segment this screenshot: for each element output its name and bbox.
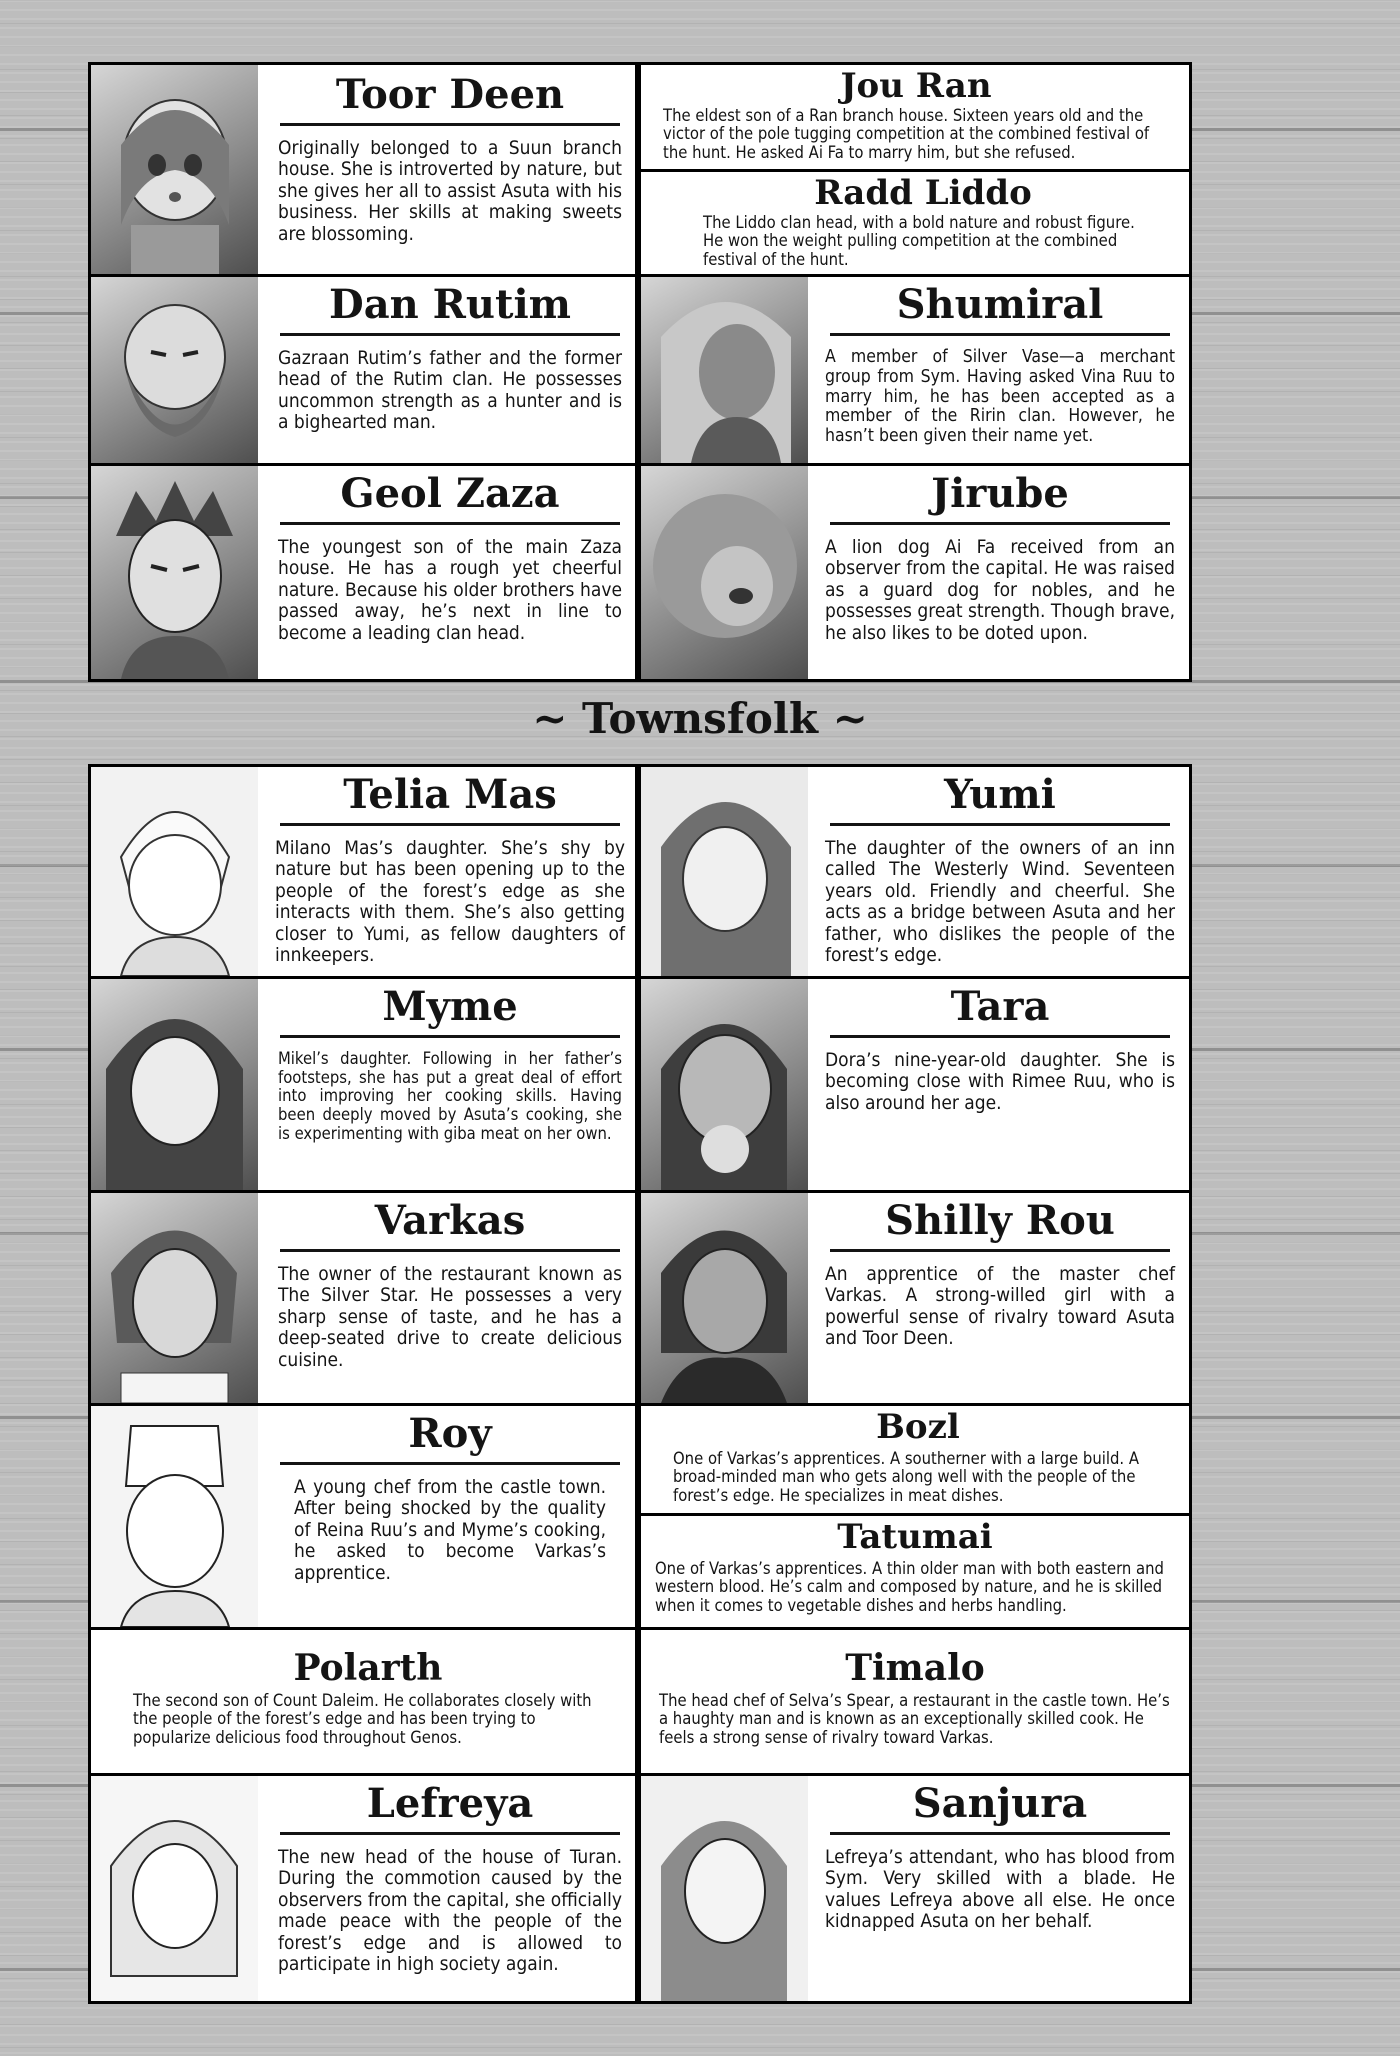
- card-radd-liddo: [641, 172, 1189, 274]
- text-lefreya: [278, 1780, 622, 1976]
- divider: [830, 823, 1170, 826]
- text-tara: [825, 983, 1175, 1114]
- card-tara: [641, 979, 1189, 1190]
- desc-roy: A young chef from the castle town. After being shocked by the quality of Reina Ruu’s and Myme’s cooking, he asked to become Varkas’s apprentice.: [294, 1476, 606, 1584]
- portrait-shumiral: [641, 277, 808, 463]
- telia-mas-illustration: [91, 767, 258, 976]
- sanjura-illustration: [641, 1776, 808, 2001]
- portrait-varkas: [91, 1193, 258, 1403]
- portrait-myme: [91, 979, 258, 1190]
- desc-polarth: The second son of Count Daleim. He collaborates closely with the people of the forest’s edge and has been trying to popularize delicious food throughout Genos.: [133, 1691, 592, 1747]
- portrait-shilly-rou: [641, 1193, 808, 1403]
- name-toor-deen: Toor Deen: [335, 71, 565, 118]
- name-roy: Roy: [408, 1410, 492, 1457]
- card-geol-zaza: [91, 466, 635, 679]
- jirube-illustration: [641, 466, 808, 679]
- card-varkas: [91, 1193, 635, 1403]
- card-jou-ran: [641, 65, 1189, 169]
- portrait-jirube: [641, 466, 808, 679]
- text-sanjura: [825, 1780, 1175, 1933]
- card-timalo: [641, 1630, 1189, 1773]
- divider: [280, 333, 620, 336]
- card-dan-rutim: [91, 277, 635, 463]
- name-lefreya: Lefreya: [366, 1780, 534, 1827]
- name-sanjura: Sanjura: [912, 1780, 1088, 1827]
- portrait-telia-mas: [91, 767, 258, 976]
- lefreya-illustration: [91, 1776, 258, 2001]
- name-polarth: Polarth: [293, 1647, 443, 1689]
- divider: [280, 1035, 620, 1038]
- card-jirube: [641, 466, 1189, 679]
- text-roy: [278, 1410, 622, 1584]
- card-roy: [91, 1406, 635, 1627]
- desc-tatumai: One of Varkas’s apprentices. A thin older man with both eastern and western blood. He’s calm and composed by nature, and he is skilled when it comes to vegetable dishes and herbs handling.: [655, 1559, 1164, 1615]
- card-lefreya: [91, 1776, 635, 2001]
- divider: [280, 1462, 620, 1465]
- divider: [830, 1832, 1170, 1835]
- card-tatumai: [641, 1516, 1189, 1627]
- desc-toor-deen: Originally belonged to a Suun branch house. She is introverted by nature, but she gives her all to assist Asuta with his business. Her skills at making sweets are blossoming.: [278, 137, 622, 245]
- desc-lefreya: The new head of the house of Turan. During the commotion caused by the observers from the capital, she officially made peace with the people of the forest’s edge and is allowed to participate in high society again.: [278, 1846, 622, 1976]
- name-tara: Tara: [950, 983, 1050, 1030]
- portrait-toor-deen: [91, 65, 258, 274]
- divider: [280, 1249, 620, 1252]
- yumi-illustration: [641, 767, 808, 976]
- shumiral-illustration: [641, 277, 808, 463]
- desc-shilly-rou: An apprentice of the master chef Varkas. A strong-willed girl with a powerful sense of rivalry toward Asuta and Toor Deen.: [825, 1263, 1175, 1350]
- portrait-geol-zaza: [91, 466, 258, 679]
- card-toor-deen: [91, 65, 635, 274]
- name-myme: Myme: [382, 983, 518, 1030]
- text-myme: [278, 983, 622, 1143]
- desc-radd-liddo: The Liddo clan head, with a bold nature and robust figure. He won the weight pulling competition at the combined festival of the hunt.: [703, 213, 1135, 269]
- text-toor-deen: [278, 71, 622, 245]
- divider: [280, 1832, 620, 1835]
- desc-jou-ran: The eldest son of a Ran branch house. Sixteen years old and the victor of the pole tugging competition at the combined festival of the hunt. He asked Ai Fa to marry him, but she refused.: [663, 106, 1150, 162]
- text-timalo: [659, 1647, 1171, 1747]
- text-geol-zaza: [278, 470, 622, 644]
- myme-illustration: [91, 979, 258, 1190]
- text-tatumai: [655, 1517, 1175, 1615]
- forest-edge-section: [88, 62, 1192, 682]
- desc-dan-rutim: Gazraan Rutim’s father and the former head of the Rutim clan. He possesses uncommon strength as a hunter and is a bighearted man.: [278, 347, 622, 434]
- text-telia-mas: [275, 771, 625, 967]
- name-dan-rutim: Dan Rutim: [329, 281, 571, 328]
- name-bozl: Bozl: [876, 1407, 960, 1447]
- text-bozl: [673, 1407, 1163, 1505]
- desc-shumiral: A member of Silver Vase—a merchant group from Sym. Having asked Vina Ruu to marry him, he has been accepted as a member of the Ririn clan. However, he hasn’t been given their name yet.: [825, 347, 1175, 447]
- card-polarth: [91, 1630, 635, 1773]
- text-varkas: [278, 1197, 622, 1371]
- text-dan-rutim: [278, 281, 622, 434]
- divider: [280, 522, 620, 525]
- townsfolk-section: [88, 764, 1192, 2004]
- text-radd-liddo: [703, 173, 1143, 269]
- text-yumi: [825, 771, 1175, 967]
- desc-timalo: The head chef of Selva’s Spear, a restaurant in the castle town. He’s a haughty man and is known as an exceptionally skilled cook. He feels a strong sense of rivalry toward Varkas.: [659, 1691, 1170, 1747]
- divider: [280, 123, 620, 126]
- townsfolk-heading: ~ Townsfolk ~: [532, 694, 868, 743]
- dan-rutim-illustration: [91, 277, 258, 463]
- divider: [830, 333, 1170, 336]
- text-polarth: [133, 1647, 603, 1747]
- portrait-roy: [91, 1406, 258, 1627]
- toor-deen-illustration: [91, 65, 258, 274]
- tara-illustration: [641, 979, 808, 1190]
- name-yumi: Yumi: [944, 771, 1056, 818]
- portrait-dan-rutim: [91, 277, 258, 463]
- name-shumiral: Shumiral: [896, 281, 1104, 328]
- name-jou-ran: Jou Ran: [840, 66, 992, 106]
- name-jirube: Jirube: [931, 470, 1069, 517]
- desc-jirube: A lion dog Ai Fa received from an observer from the capital. He was raised as a guard dog for nobles, and he possesses great strength. Though brave, he also likes to be doted upon.: [825, 536, 1175, 644]
- name-timalo: Timalo: [845, 1647, 985, 1689]
- portrait-yumi: [641, 767, 808, 976]
- portrait-lefreya: [91, 1776, 258, 2001]
- text-shilly-rou: [825, 1197, 1175, 1350]
- desc-bozl: One of Varkas’s apprentices. A southerner with a large build. A broad-minded man who gets along well with the people of the forest’s edge. He specializes in meat dishes.: [673, 1449, 1139, 1505]
- name-varkas: Varkas: [374, 1197, 526, 1244]
- desc-sanjura: Lefreya’s attendant, who has blood from Sym. Very skilled with a blade. He values Lefreya above all else. He once kidnapped Asuta on her behalf.: [825, 1846, 1175, 1933]
- card-sanjura: [641, 1776, 1189, 2001]
- card-shilly-rou: [641, 1193, 1189, 1403]
- name-telia-mas: Telia Mas: [343, 771, 557, 818]
- card-telia-mas: [91, 767, 635, 976]
- desc-varkas: The owner of the restaurant known as The Silver Star. He possesses a very sharp sense of taste, and he has a deep-seated drive to create delicious cuisine.: [278, 1263, 622, 1371]
- desc-geol-zaza: The youngest son of the main Zaza house. He has a rough yet cheerful nature. Because his older brothers have passed away, he’s next in line to become a leading clan head.: [278, 536, 622, 644]
- varkas-illustration: [91, 1193, 258, 1403]
- name-shilly-rou: Shilly Rou: [885, 1197, 1115, 1244]
- geol-zaza-illustration: [91, 466, 258, 679]
- desc-tara: Dora’s nine-year-old daughter. She is becoming close with Rimee Ruu, who is also around her age.: [825, 1049, 1175, 1114]
- roy-illustration: [91, 1406, 258, 1627]
- portrait-sanjura: [641, 1776, 808, 2001]
- text-shumiral: [825, 281, 1175, 447]
- text-jirube: [825, 470, 1175, 644]
- name-tatumai: Tatumai: [837, 1517, 993, 1557]
- divider: [280, 823, 620, 826]
- name-radd-liddo: Radd Liddo: [814, 173, 1032, 213]
- desc-myme: Mikel’s daughter. Following in her father’s footsteps, she has put a great deal of effort into improving her cooking skills. Having been deeply moved by Asuta’s cooking, she is experimenting with giba meat on her own.: [278, 1049, 622, 1143]
- text-jou-ran: [663, 66, 1169, 162]
- card-myme: [91, 979, 635, 1190]
- card-bozl: [641, 1406, 1189, 1513]
- divider: [830, 1249, 1170, 1252]
- portrait-tara: [641, 979, 808, 1190]
- card-yumi: [641, 767, 1189, 976]
- shilly-rou-illustration: [641, 1193, 808, 1403]
- name-geol-zaza: Geol Zaza: [340, 470, 560, 517]
- divider: [830, 522, 1170, 525]
- desc-yumi: The daughter of the owners of an inn called The Westerly Wind. Seventeen years old. Friendly and cheerful. She acts as a bridge between Asuta and her father, who dislikes the people of the forest’s edge.: [825, 837, 1175, 967]
- card-shumiral: [641, 277, 1189, 463]
- divider: [830, 1035, 1170, 1038]
- desc-telia-mas: Milano Mas’s daughter. She’s shy by nature but has been opening up to the people of the forest’s edge as she interacts with them. She’s also getting closer to Yumi, as fellow daughters of innkeepers.: [275, 837, 625, 967]
